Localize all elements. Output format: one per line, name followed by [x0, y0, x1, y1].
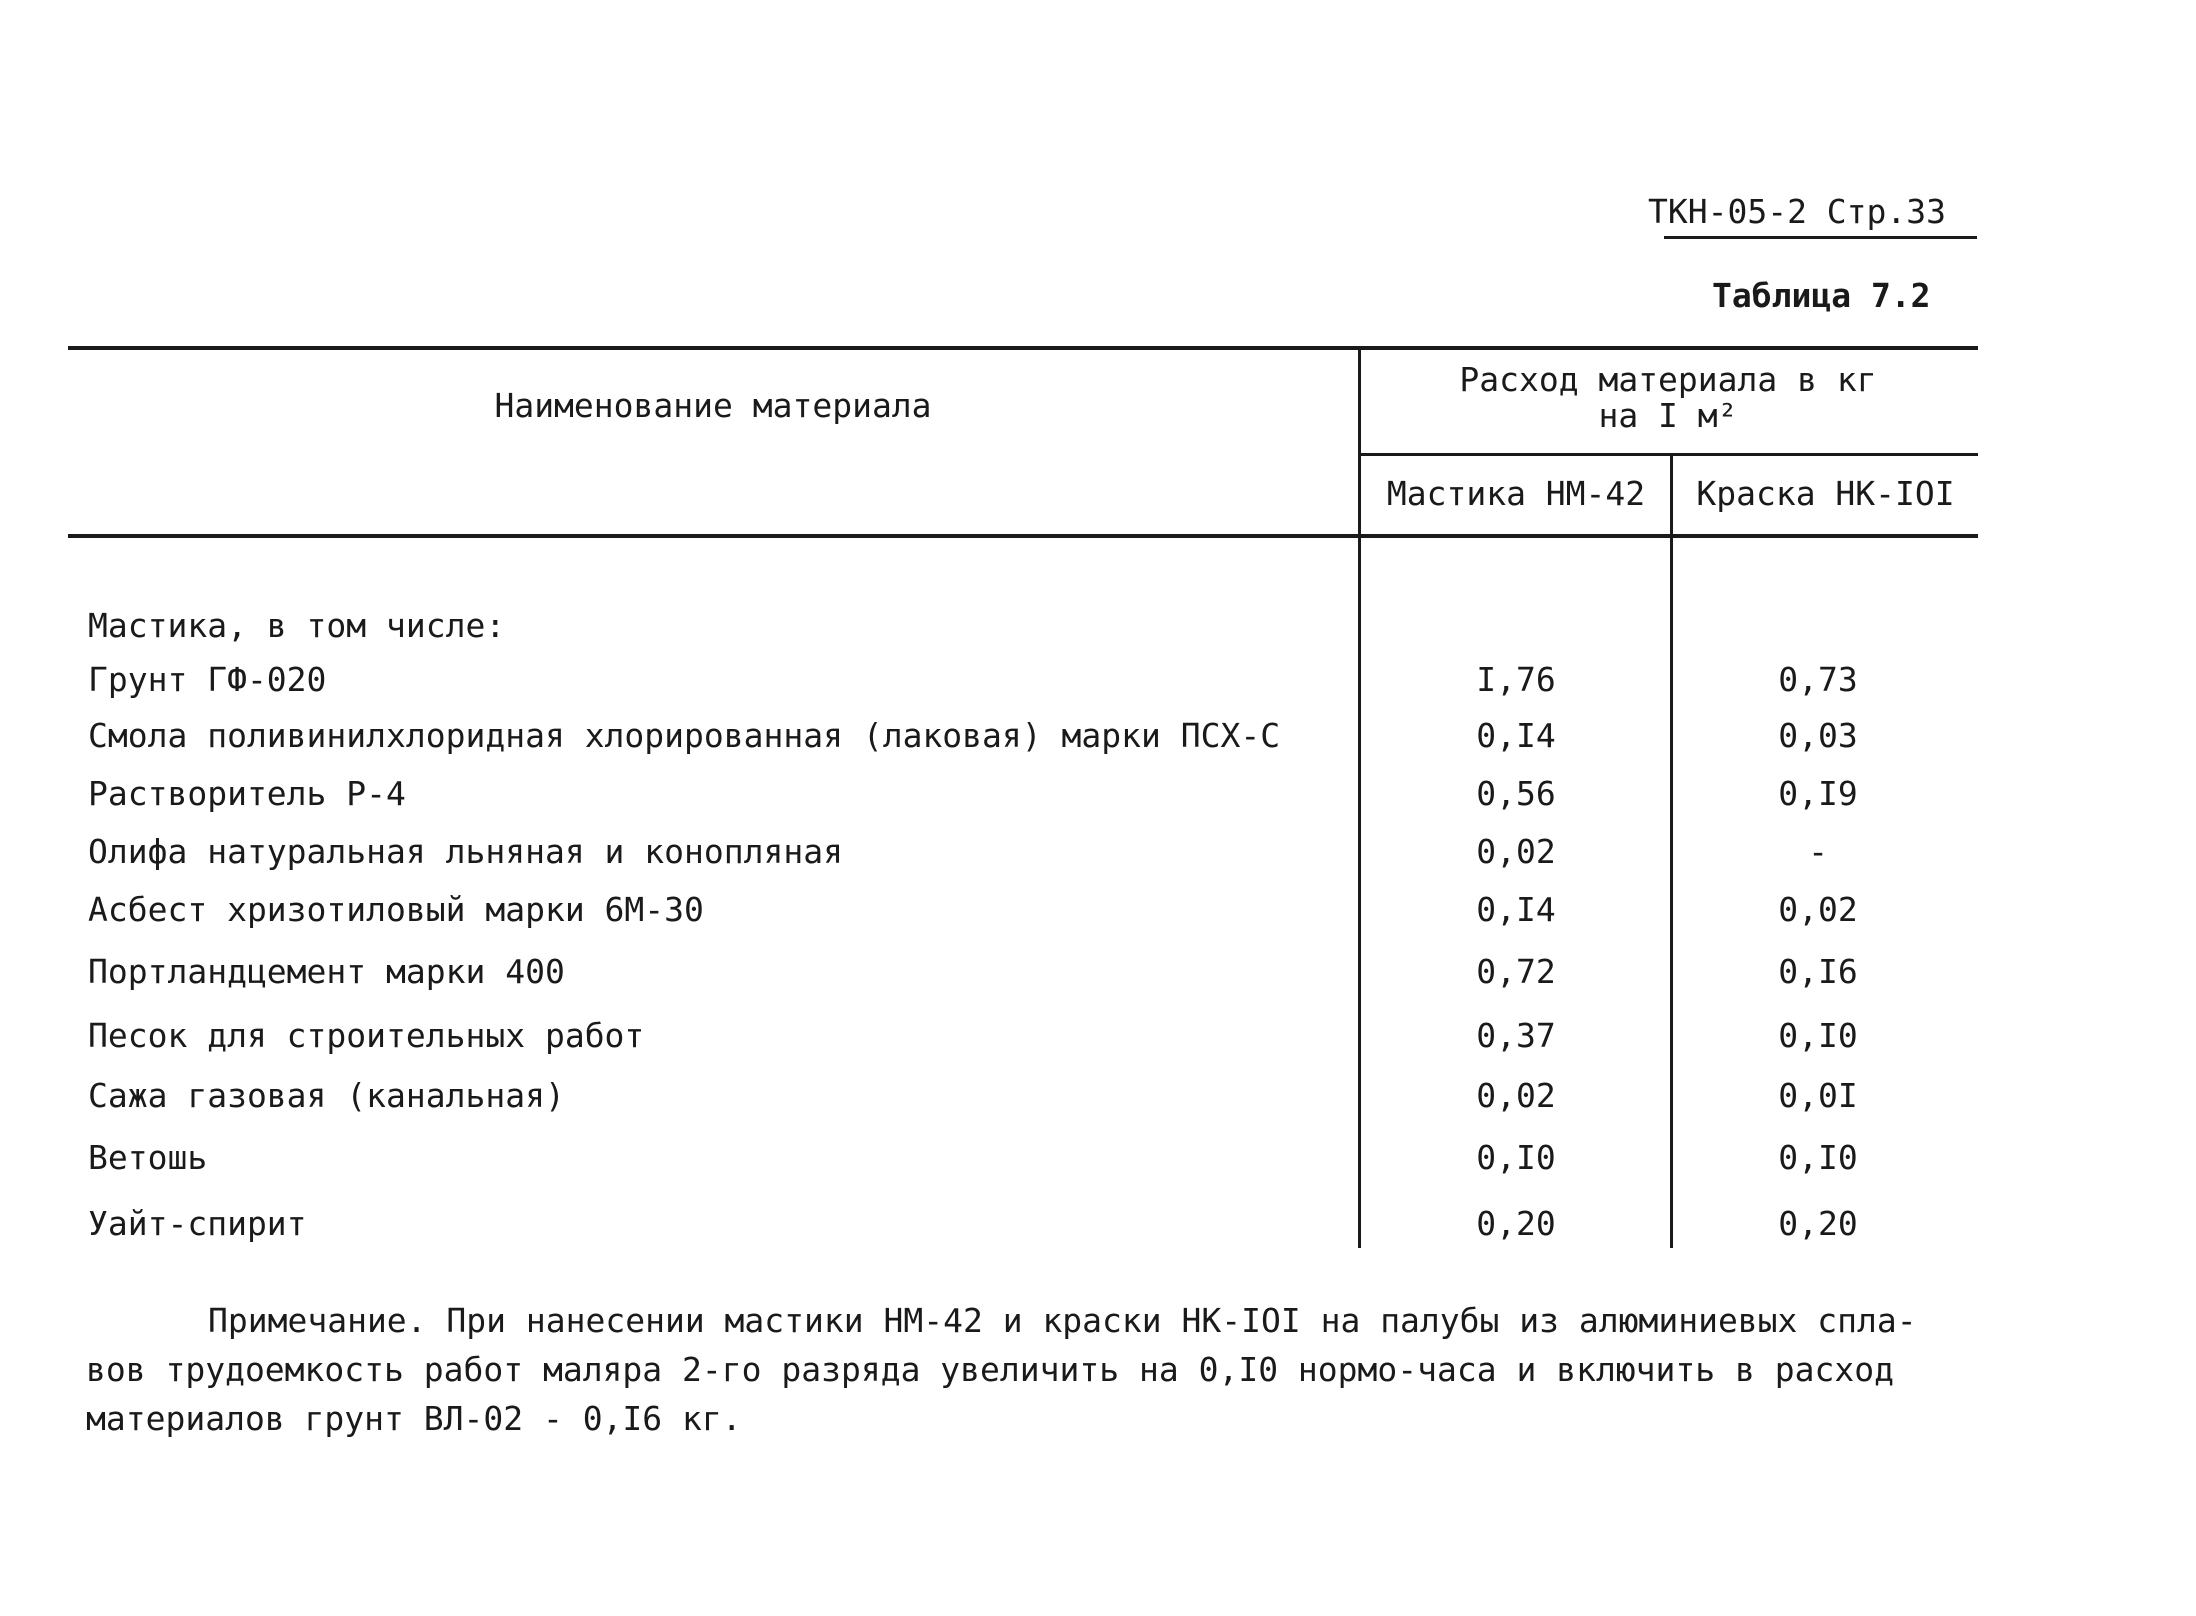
- row-name: Олифа натуральная льняная и конопляная: [88, 832, 843, 871]
- row-value-paint: 0,20: [1778, 1204, 1858, 1243]
- row-value-mastic: 0,I4: [1476, 890, 1556, 929]
- note: [86, 1296, 1986, 1443]
- row-value-mastic: 0,20: [1476, 1204, 1556, 1243]
- row-value-paint: 0,I6: [1778, 952, 1858, 991]
- row-value-mastic: 0,72: [1476, 952, 1556, 991]
- consumption-header-line2: на I м²: [1598, 396, 1738, 435]
- table-caption: Таблица 7.2: [1712, 276, 1931, 315]
- table-top-rule: [68, 346, 1978, 350]
- row-value-paint: 0,I0: [1778, 1138, 1858, 1177]
- row-value-mastic: 0,56: [1476, 774, 1556, 813]
- header-bottom-rule: [68, 534, 1978, 538]
- consumption-header-line1: Расход материала в кг: [1459, 360, 1877, 399]
- column-header-name: Наименование материала: [494, 386, 932, 425]
- row-value-paint: 0,02: [1778, 890, 1858, 929]
- row-value-mastic: 0,I0: [1476, 1138, 1556, 1177]
- page-id-underline: [1664, 236, 1977, 239]
- row-name: Ветошь: [88, 1138, 208, 1177]
- column-header-paint: Краска НК-IOI: [1696, 474, 1955, 513]
- group-label: Мастика, в том числе:: [88, 606, 506, 645]
- row-name: Смола поливинилхлоридная хлорированная (лаковая) марки ПСХ-С: [88, 716, 1281, 755]
- row-value-paint: 0,I9: [1778, 774, 1858, 813]
- row-value-paint: 0,73: [1778, 660, 1858, 699]
- row-name: Грунт ГФ-020: [88, 660, 327, 699]
- row-name: Асбест хризотиловый марки 6М-30: [88, 890, 704, 929]
- column-header-consumption: [1360, 362, 1976, 434]
- row-value-mastic: I,76: [1476, 660, 1556, 699]
- row-name: Портландцемент марки 400: [88, 952, 565, 991]
- row-name: Уайт-спирит: [88, 1204, 307, 1243]
- row-value-paint: 0,03: [1778, 716, 1858, 755]
- row-value-paint: 0,0I: [1778, 1076, 1858, 1115]
- row-value-mastic: 0,02: [1476, 1076, 1556, 1115]
- note-line: материалов грунт ВЛ-02 - 0,I6 кг.: [86, 1399, 742, 1438]
- note-line: Примечание. При нанесении мастики НМ-42 и краски НК-IOI на палубы из алюминиевых спла-: [208, 1301, 1917, 1340]
- row-value-mastic: 0,02: [1476, 832, 1556, 871]
- note-line: вов трудоемкость работ маляра 2-го разряда увеличить на 0,I0 нормо-часа и включить в расход: [86, 1350, 1894, 1389]
- name-column-divider: [1358, 346, 1361, 1248]
- header-split-rule: [1360, 453, 1978, 456]
- page-id: ТКН-05-2 Стр.33: [1648, 192, 1947, 231]
- row-name: Растворитель Р-4: [88, 774, 406, 813]
- row-value-paint: 0,I0: [1778, 1016, 1858, 1055]
- column-header-mastic: Мастика НМ-42: [1386, 474, 1646, 513]
- row-name: Сажа газовая (канальная): [88, 1076, 565, 1115]
- row-value-mastic: 0,I4: [1476, 716, 1556, 755]
- row-value-mastic: 0,37: [1476, 1016, 1556, 1055]
- row-name: Песок для строительных работ: [88, 1016, 645, 1055]
- row-value-paint: -: [1808, 832, 1828, 871]
